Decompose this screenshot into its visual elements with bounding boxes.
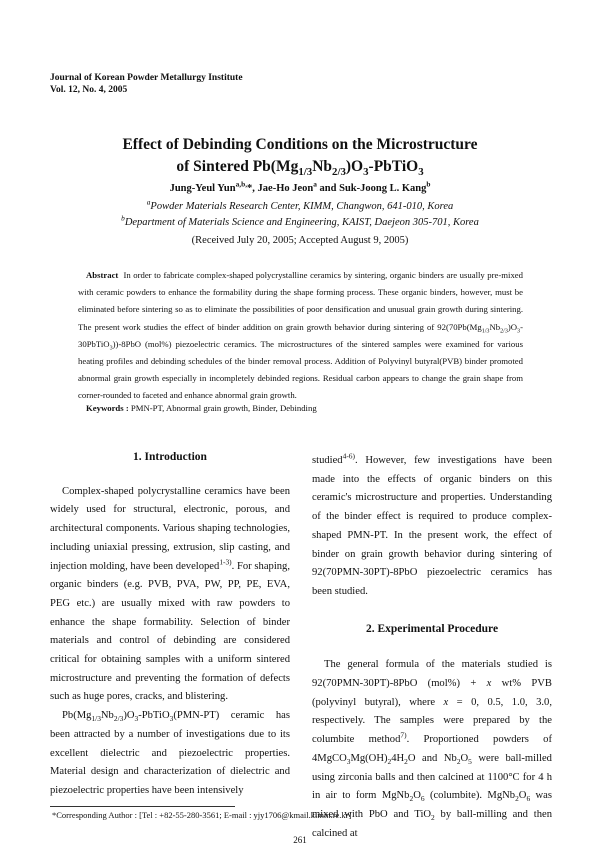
- title-line-2: of Sintered $Pb(Mg_{1/3}Nb_{2/3})O_3-PbTiO_3$: [176, 158, 424, 179]
- page-number: 261: [293, 835, 307, 845]
- journal-name: Journal of Korean Powder Metallurgy Institute: [50, 73, 243, 83]
- intro-paragraph-2-continued: studied$^{4-6)}$. However, few investigations have been made into the effects of organic binders on this ceramic's microstructure and properties. Understanding of the binder effect is required to produce complex-shaped PMN-PT. In the present work, the effect of binder on grain growth behavior during sintering of 92(70PMN-30PT)-8PbO piezoelectric ceramics has been studied.: [312, 451, 552, 597]
- journal-volume: Vol. 12, No. 4, 2005: [50, 85, 128, 95]
- keywords: Keywords : PMN-PT, Abnormal grain growth, Binder, Debinding: [86, 403, 317, 413]
- paper-title: [40, 134, 560, 178]
- abstract: Abstract In order to fabricate complex-shaped polycrystalline ceramics by sintering, organic binders are usually pre-mixed with ceramic powders to enhance the formability during the shape forming process. These organic binders, however, must be eliminated before sintering so as to eliminate the possibilities of poor densification and unusual grain growth during sintering. The present work studies the effect of binder addition on grain growth behavior during sintering of $92(70Pb(Mg_{1/3}Nb_{2/3})O_3-30PbTiO_3))-8PbO$ (mol%) piezoelectric ceramics. The microstructures of the sintered samples were examined for various heating profiles and debinding schedules of the binder removal process. Addition of Polyvinyl butyral(PVB) binder promoted abnormal grain growth especially in incompletely debinded regions. Residual carbon appears to change the grain shape from corner-rounded to faceted and enhance abnormal grain growth.: [78, 270, 524, 401]
- journal-info: [50, 72, 243, 96]
- section-heading-experimental: 2. Experimental Procedure: [365, 622, 499, 635]
- right-column: [312, 452, 552, 843]
- affiliation-b: $^b$Department of Materials Science and Engineering, KAIST, Daejeon 305-701, Korea: [121, 213, 479, 228]
- footnote-divider: [50, 806, 235, 807]
- affiliation-a: $^a$Powder Materials Research Center, KIMM, Changwon, 641-010, Korea: [146, 197, 454, 212]
- left-column: [50, 448, 290, 801]
- title-line-1: Effect of Debinding Conditions on the Microstructure: [122, 136, 478, 153]
- received-dates: (Received July 20, 2005; Accepted August 9, 2005): [191, 235, 409, 246]
- author-list: Jung-Yeul Yun$^{a,b,}$*, Jae-Ho Jeon$^a$ and Suk-Joong L. Kang$^b$: [169, 179, 431, 194]
- experimental-paragraph-1: The general formula of the materials studied is 92(70PMN-30PT)-8PbO (mol%) + x wt% PVB (polyvinyl butyral), where x = 0, 0.5, 1.0, 3.0, respectively. The samples were prepared by the columbite method$^{7)}$. Proportioned powders of $4MgCO_3Mg(OH)_24H_2O$ and $Nb_2O_5$ were ball-milled using zirconia balls and then calcined at 1100°C for 4 h in air to form $MgNb_2O_6$ (columbite). $MgNb_2O_6$ was mixed with PbO and TiO$_2$ by ball-milling and then calcined at: [312, 659, 553, 839]
- corresponding-author-footnote: *Corresponding Author : [Tel : +82-55-280-3561; E-mail : yjy1706@kmail.kimm.re.kr]: [52, 810, 352, 820]
- abstract-label: Abstract: [86, 270, 119, 280]
- intro-paragraph-2: $Pb(Mg_{1/3}Nb_{2/3})O_3-PbTiO_3(PMN-PT)$ ceramic has been attracted by a number of investigations due to its excellent dielectric and piezoelectric properties. Material design and characterization of dielectric and piezoelectric properties have been intensively: [50, 710, 290, 796]
- intro-paragraph-1: Complex-shaped polycrystalline ceramics have been widely used for structural, electronic, porous, and architectural components. Various shaping technologies, including uniaxial pressing, extrusion, slip casting, and injection molding, have been developed$^{1-3)}$. For shaping, organic binders (e.g. PVB, PVA, PW, PP, PE, EVA, PEG etc.) are usually mixed with raw powders to enhance the shape formability. Selection of binder materials and control of debinding are considered critical for obtaining samples with a uniform sintered microstructure and preventing the formation of defects such as huge pores, cracks, and blistering.: [50, 485, 290, 703]
- section-heading-introduction: 1. Introduction: [133, 451, 207, 463]
